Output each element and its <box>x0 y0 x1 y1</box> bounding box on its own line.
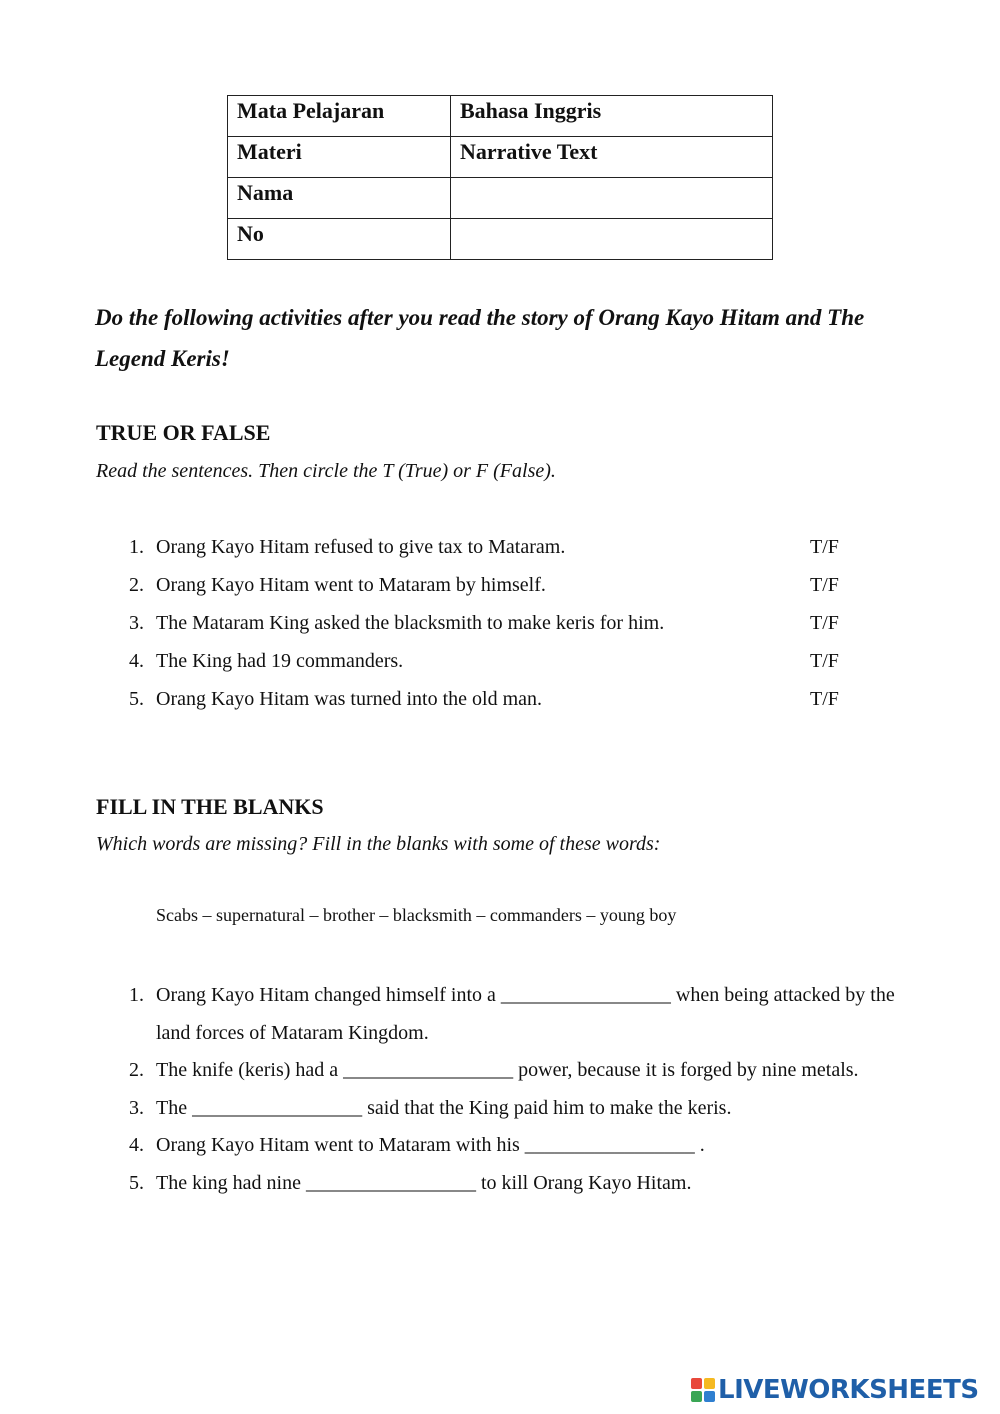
statement-text: The Mataram King asked the blacksmith to make keris for him. <box>156 612 665 634</box>
number-field[interactable] <box>451 219 773 260</box>
true-false-choice[interactable]: T/F <box>810 612 839 634</box>
item-number: 1. <box>129 536 144 558</box>
liveworksheets-brand <box>690 1374 979 1406</box>
true-false-list <box>120 533 880 723</box>
item-number: 3. <box>129 612 144 634</box>
blank-sentence[interactable]: The _________________ said that the King paid him to make the keris. <box>156 1096 732 1119</box>
true-false-subtitle: Read the sentences. Then circle the T (True) or F (False). <box>96 460 556 482</box>
table-row <box>228 219 773 260</box>
true-false-choice[interactable]: T/F <box>810 536 839 558</box>
statement-text: Orang Kayo Hitam was turned into the old man. <box>156 688 543 710</box>
table-row <box>228 137 773 178</box>
list-item <box>120 647 880 685</box>
item-number: 3. <box>129 1096 144 1119</box>
table-label-name: Nama <box>228 178 451 219</box>
name-field[interactable] <box>451 178 773 219</box>
statement-text: The King had 19 commanders. <box>156 650 404 672</box>
item-number: 5. <box>129 688 144 710</box>
list-item <box>120 1165 920 1203</box>
true-false-choice[interactable]: T/F <box>810 574 839 596</box>
list-item <box>120 1052 920 1090</box>
table-label-number: No <box>228 219 451 260</box>
true-false-title: TRUE OR FALSE <box>96 420 271 445</box>
true-false-choice[interactable]: T/F <box>810 688 839 710</box>
fill-blanks-list <box>120 977 920 1202</box>
item-number: 5. <box>129 1171 144 1194</box>
true-false-choice[interactable]: T/F <box>810 650 839 672</box>
statement-text: Orang Kayo Hitam refused to give tax to Mataram. <box>156 536 566 558</box>
table-label-subject: Mata Pelajaran <box>228 96 451 137</box>
list-item <box>120 977 920 1052</box>
item-number: 2. <box>129 574 144 596</box>
item-number: 1. <box>129 984 144 1006</box>
list-item <box>120 571 880 609</box>
blank-sentence[interactable]: Orang Kayo Hitam went to Mataram with his _________________ . <box>156 1134 705 1156</box>
table-row <box>228 178 773 219</box>
item-number: 4. <box>129 650 144 672</box>
header-info-table <box>227 95 773 260</box>
list-item <box>120 533 880 571</box>
table-value-subject: Bahasa Inggris <box>451 96 773 137</box>
blank-sentence[interactable]: Orang Kayo Hitam changed himself into a _________________ when being attacked by the land forces of Mataram Kingdom. <box>156 984 895 1044</box>
fill-blanks-title: FILL IN THE BLANKS <box>96 794 324 819</box>
table-label-material: Materi <box>228 137 451 178</box>
word-bank: Scabs – supernatural – brother – blacksmith – commanders – young boy <box>156 905 677 925</box>
blank-sentence[interactable]: The knife (keris) had a _________________ power, because it is forged by nine metals. <box>156 1059 859 1081</box>
fill-blanks-subtitle: Which words are missing? Fill in the blanks with some of these words: <box>96 833 661 855</box>
table-row <box>228 96 773 137</box>
list-item <box>120 685 880 723</box>
list-item <box>120 609 880 647</box>
list-item <box>120 1090 920 1128</box>
liveworksheets-logo-icon <box>690 1377 716 1403</box>
list-item <box>120 1127 920 1165</box>
brand-name: LIVEWORKSHEETS <box>718 1375 979 1405</box>
table-value-material: Narrative Text <box>451 137 773 178</box>
item-number: 4. <box>129 1134 144 1156</box>
statement-text: Orang Kayo Hitam went to Mataram by himself. <box>156 574 546 596</box>
item-number: 2. <box>129 1059 144 1081</box>
blank-sentence[interactable]: The king had nine _________________ to kill Orang Kayo Hitam. <box>156 1171 692 1194</box>
main-instruction: Do the following activities after you read the story of Orang Kayo Hitam and The Legend Keris! <box>95 305 865 371</box>
